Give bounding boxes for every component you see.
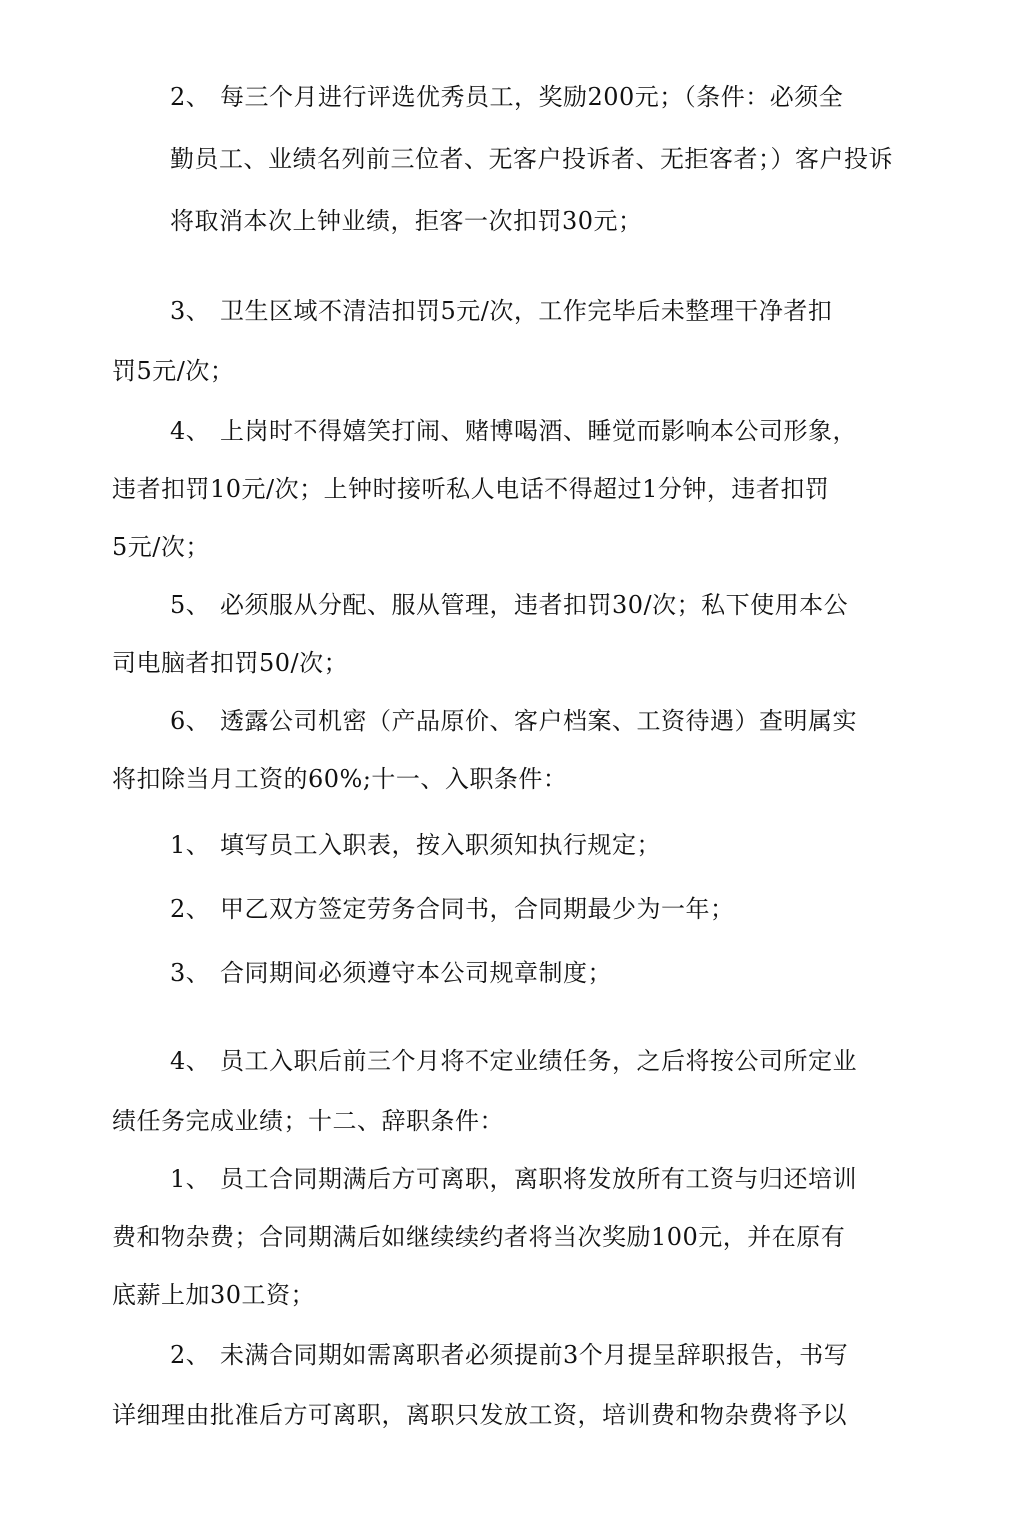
paragraph-line: 绩任务完成业绩；十二、辞职条件： [112, 1107, 504, 1135]
item-number: 6、 [170, 707, 211, 735]
item-number: 1、 [170, 1165, 211, 1193]
paragraph-line [170, 416, 857, 446]
item-text: 员工合同期满后方可离职，离职将发放所有工资与归还培训 [220, 1165, 857, 1193]
item-text: 合同期间必须遵守本公司规章制度； [220, 959, 612, 987]
paragraph-line [170, 82, 843, 112]
item-text: 每三个月进行评选优秀员工，奖励200元；（条件：必须全 [220, 83, 844, 111]
paragraph-line [170, 958, 612, 988]
paragraph-line: 司电脑者扣罚50/次； [112, 649, 349, 677]
paragraph-line [170, 296, 832, 326]
paragraph-line: 违者扣罚10元/次；上钟时接听私人电话不得超过1分钟，违者扣罚 [112, 475, 830, 503]
item-number: 2、 [170, 895, 211, 923]
paragraph-line: 详细理由批准后方可离职，离职只发放工资，培训费和物杂费将予以 [112, 1401, 847, 1429]
paragraph-line [170, 590, 848, 620]
paragraph-line: 罚5元/次； [112, 357, 235, 385]
item-text: 未满合同期如需离职者必须提前3个月提呈辞职报告，书写 [220, 1341, 849, 1369]
item-text: 上岗时不得嬉笑打闹、赌博喝酒、睡觉而影响本公司形象， [220, 417, 857, 445]
item-number: 3、 [170, 297, 211, 325]
item-number: 4、 [170, 1047, 211, 1075]
paragraph-line: 底薪上加30工资； [112, 1281, 316, 1309]
paragraph-line [170, 1340, 848, 1370]
item-text: 甲乙双方签定劳务合同书，合同期最少为一年； [220, 895, 735, 923]
paragraph-line: 将取消本次上钟业绩，拒客一次扣罚30元； [170, 207, 643, 235]
item-text: 卫生区域不清洁扣罚5元/次，工作完毕后未整理干净者扣 [220, 297, 833, 325]
item-text: 透露公司机密（产品原价、客户档案、工资待遇）查明属实 [220, 707, 857, 735]
paragraph-line [170, 706, 857, 736]
item-text: 必须服从分配、服从管理，违者扣罚30/次；私下使用本公 [220, 591, 849, 619]
item-number: 1、 [170, 831, 211, 859]
paragraph-line [170, 1046, 857, 1076]
paragraph-line: 费和物杂费；合同期满后如继续续约者将当次奖励100元，并在原有 [112, 1223, 846, 1251]
item-number: 4、 [170, 417, 211, 445]
paragraph-line [170, 830, 661, 860]
paragraph-line: 5元/次； [112, 533, 210, 561]
item-number: 2、 [170, 83, 211, 111]
item-number: 2、 [170, 1341, 211, 1369]
item-text: 填写员工入职表，按入职须知执行规定； [220, 831, 661, 859]
item-number: 5、 [170, 591, 211, 619]
item-text: 员工入职后前三个月将不定业绩任务，之后将按公司所定业 [220, 1047, 857, 1075]
paragraph-line [170, 1164, 857, 1194]
paragraph-line [170, 894, 735, 924]
paragraph-line: 将扣除当月工资的60%;十一、入职条件： [112, 765, 568, 793]
paragraph-line: 勤员工、业绩名列前三位者、无客户投诉者、无拒客者；）客户投诉 [170, 145, 893, 173]
item-number: 3、 [170, 959, 211, 987]
